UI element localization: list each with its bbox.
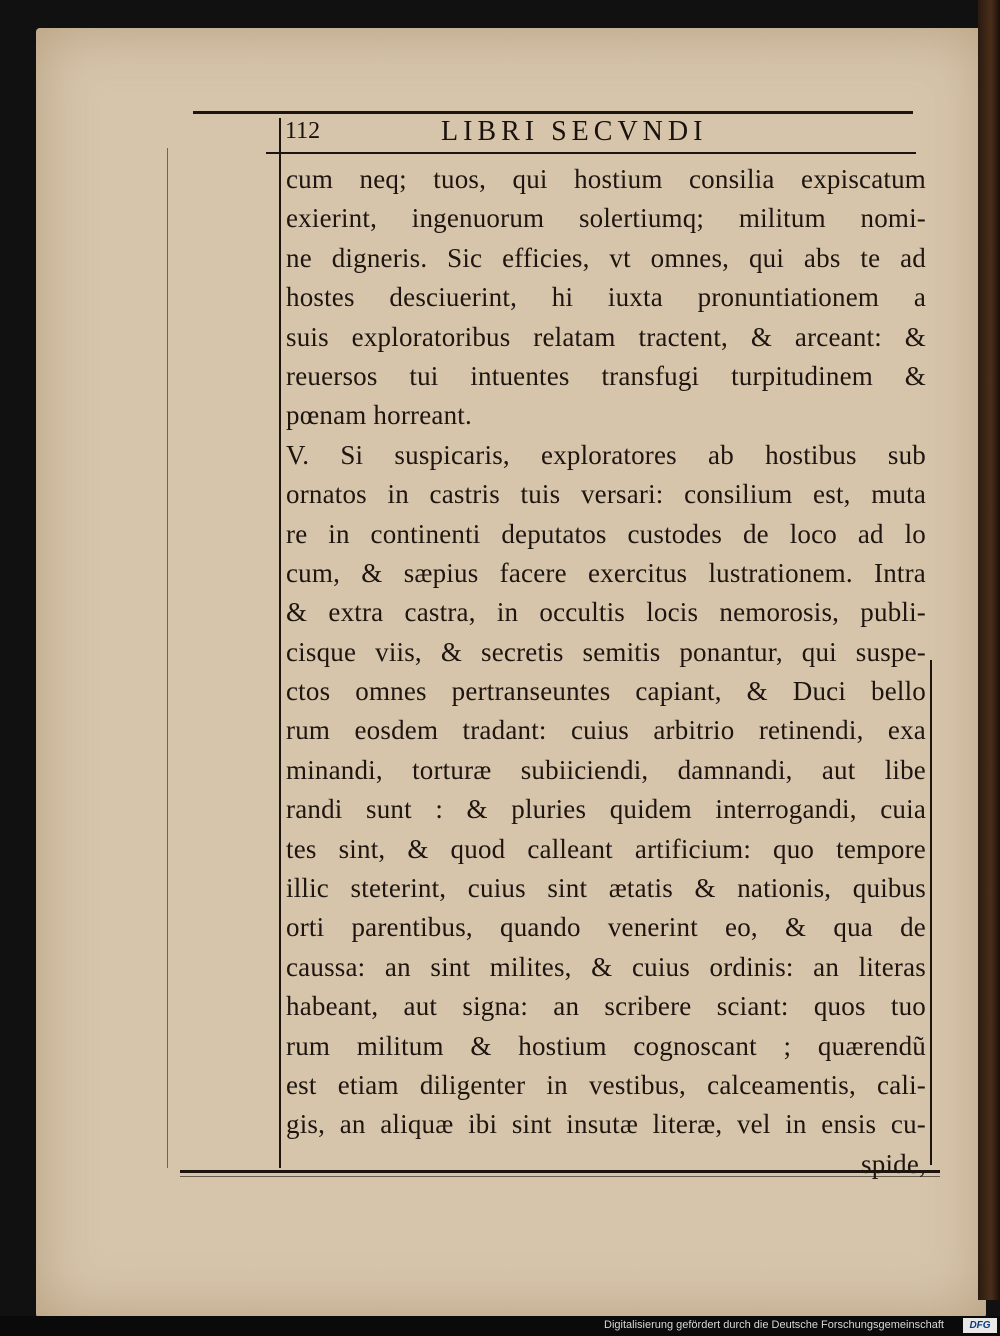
text-line: rum eosdem tradant: cuius arbitrio retinendi, exa (286, 715, 926, 746)
header-underline (266, 152, 916, 154)
text-line: est etiam diligenter in vestibus, calceamentis, cali- (286, 1069, 926, 1100)
text-line: cisque viis, & secretis semitis ponantur, qui suspe- (286, 636, 926, 667)
text-line: tes sint, & quod calleant artificium: quo tempore (286, 833, 926, 864)
text-line: minandi, torturæ subiiciendi, damnandi, aut libe (286, 754, 926, 785)
text-line: hostes desciuerint, hi iuxta pronuntiationem a (286, 282, 926, 313)
left-margin-rule (279, 118, 281, 1168)
text-line: reuersos tui intuentes transfugi turpitudinem & (286, 360, 926, 391)
text-line: re in continenti deputatos custodes de loco ad lo (286, 518, 926, 549)
outer-margin-rule (167, 148, 168, 1168)
text-line: ctos omnes pertranseuntes capiant, & Duci bello (286, 676, 926, 707)
text-line: gis, an aliquæ ibi sint insutæ literæ, vel in ensis cu- (286, 1109, 926, 1140)
text-line: & extra castra, in occultis locis nemorosis, publi- (286, 597, 926, 628)
text-line: orti parentibus, quando venerint eo, & qua de (286, 912, 926, 943)
page-number: 112 (285, 118, 321, 144)
digitization-credit: Digitalisierung gefördert durch die Deutsche Forschungsgemeinschaft (604, 1319, 944, 1331)
text-line: pœnam horreant. (286, 400, 472, 431)
running-title: LIBRI SECVNDI (441, 116, 708, 147)
text-line: ornatos in castris tuis versari: consilium est, muta (286, 479, 926, 510)
text-line: rum militum & hostium cognoscant ; quærendũ (286, 1030, 926, 1061)
text-line: caussa: an sint milites, & cuius ordinis: an literas (286, 951, 926, 982)
dfg-logo: DFG (963, 1318, 997, 1333)
text-line: habeant, aut signa: an scribere sciant: quos tuo (286, 991, 926, 1022)
running-head (281, 114, 921, 150)
text-line: V. Si suspicaris, exploratores ab hostibus sub (286, 439, 926, 470)
text-line: exierint, ingenuorum solertiumq; militum nomi- (286, 203, 926, 234)
text-line: randi sunt : & pluries quidem interrogandi, cuia (286, 794, 926, 825)
right-margin-rule (930, 660, 932, 1165)
text-line: illic steterint, cuius sint ætatis & nationis, quibus (286, 873, 926, 904)
text-line: cum, & sæpius facere exercitus lustrationem. Intra (286, 557, 926, 588)
body-text (286, 160, 926, 1184)
text-line: ne digneris. Sic efficies, vt omnes, qui abs te ad (286, 242, 926, 273)
text-line: suis exploratoribus relatam tractent, & arceant: & (286, 321, 926, 352)
book-spine-edge (978, 0, 1000, 1300)
text-line: cum neq; tuos, qui hostium consilia expiscatum (286, 164, 926, 194)
text-line: spide, (861, 1148, 926, 1179)
